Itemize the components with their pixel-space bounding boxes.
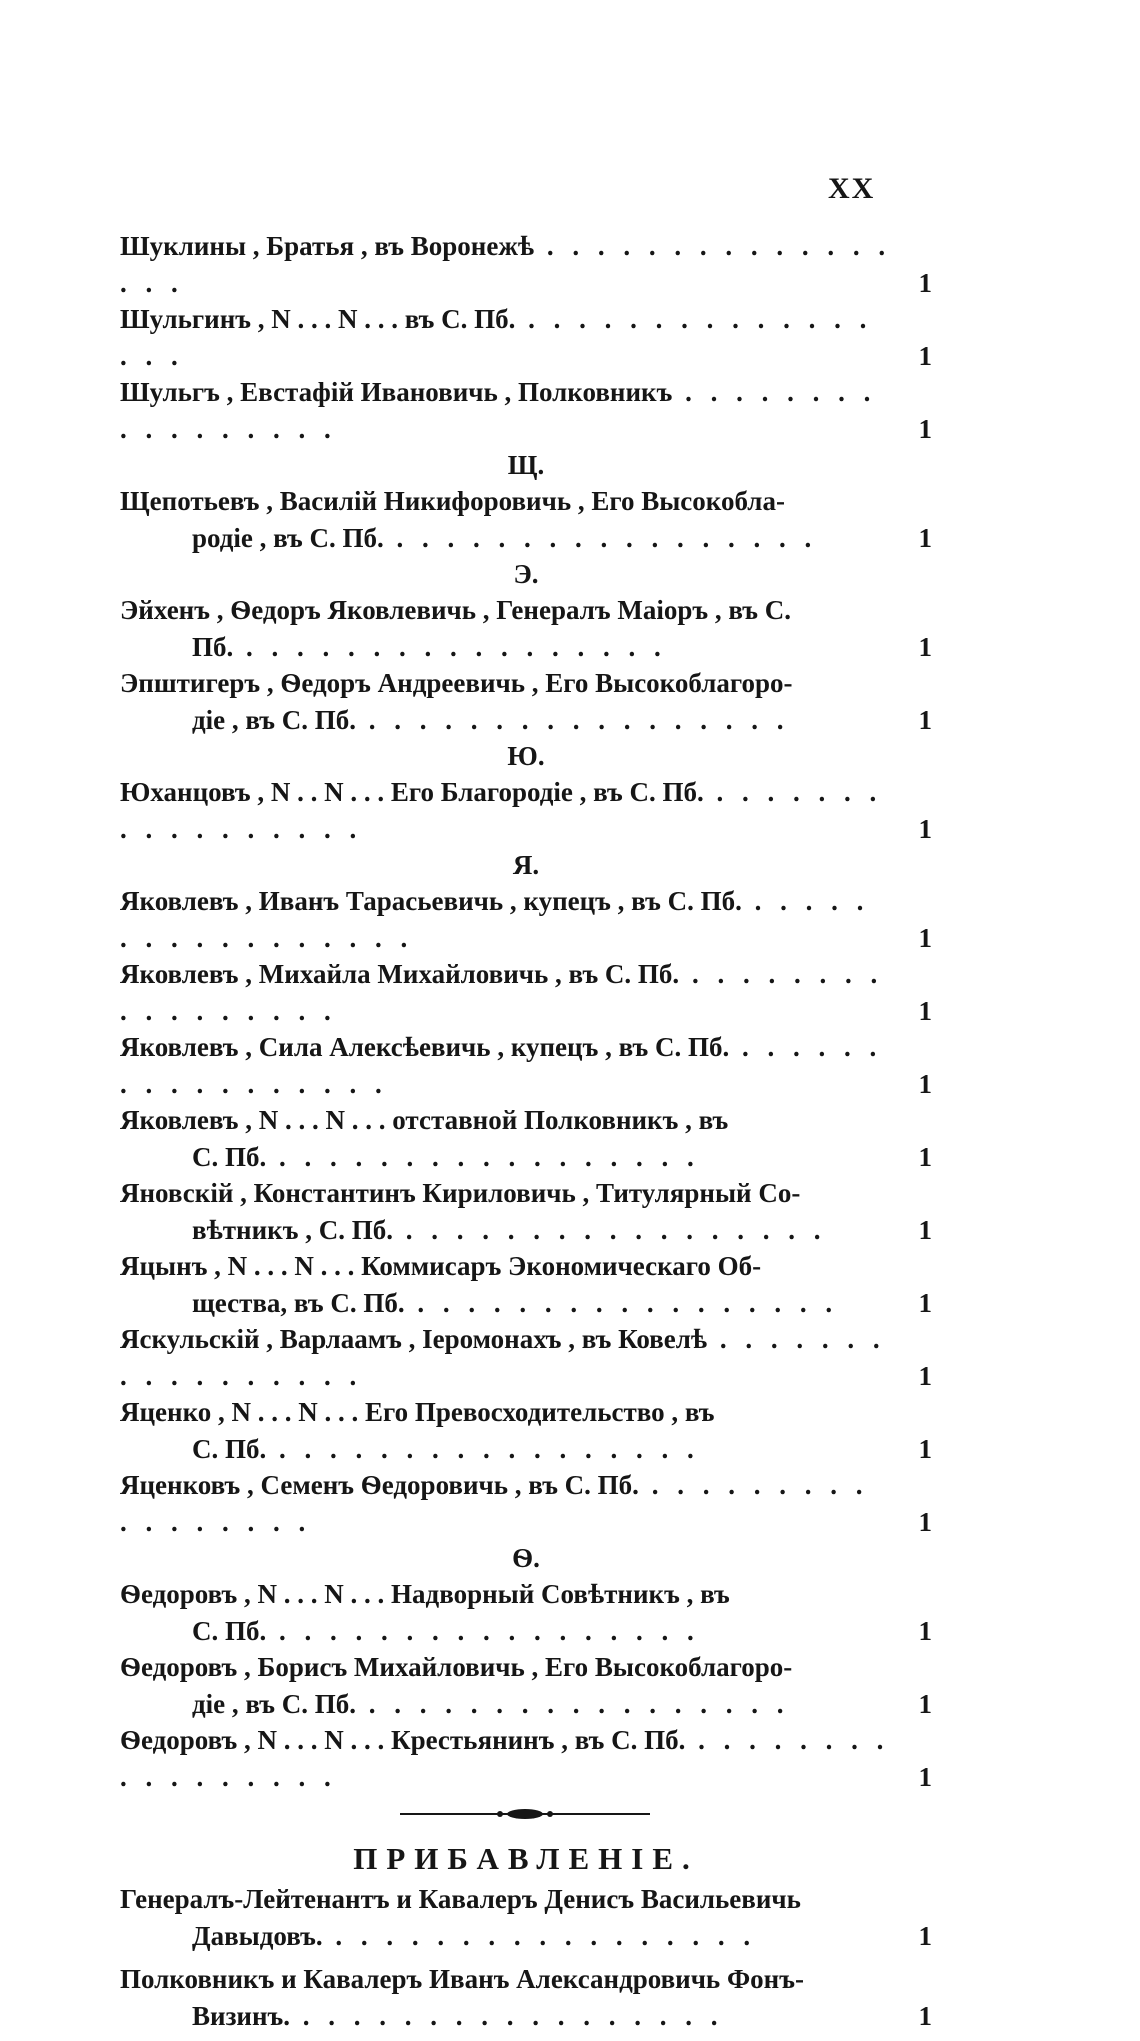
entry-quantity: 1 bbox=[918, 922, 932, 953]
entry-name: Яскульскій , Варлаамъ , Іеромонахъ , въ Ковелѣ . . . . . . . . . . . . . . . . . bbox=[120, 1324, 886, 1391]
entry-name: Генералъ-Лейтенантъ и Кавалеръ Денисъ Васильевичь bbox=[120, 1884, 801, 1914]
entry-quantity: 1 bbox=[918, 522, 932, 553]
entry-quantity: 1 bbox=[918, 704, 932, 735]
index-list bbox=[120, 228, 932, 2041]
entry-name: Эпштигеръ , Ѳедоръ Андреевичь , Его Высокоблагоро- bbox=[120, 668, 793, 698]
leader-dots: . . . . . . . . . . . . . . . . . bbox=[120, 231, 892, 298]
index-entry bbox=[120, 1248, 932, 1321]
entry-quantity: 1 bbox=[918, 413, 932, 444]
entry-quantity: 1 bbox=[918, 340, 932, 371]
entry-quantity: 1 bbox=[918, 1688, 932, 1719]
entry-quantity: 1 bbox=[918, 631, 932, 662]
letter-heading: Щ. bbox=[507, 450, 545, 480]
entry-name: Яковлевъ , N . . . N . . . отставной Полковникъ , въ bbox=[120, 1105, 729, 1135]
letter-heading: Ѳ. bbox=[512, 1543, 540, 1573]
index-entry bbox=[120, 956, 932, 1029]
entry-quantity: 1 bbox=[918, 1433, 932, 1464]
index-entry bbox=[120, 301, 932, 374]
leader-dots: . . . . . . . . . . . . . . . . . bbox=[383, 522, 818, 553]
leader-dots: . . . . . . . . . . . . . . . . . bbox=[120, 1725, 890, 1792]
letter-heading: Э. bbox=[513, 559, 539, 589]
index-entry bbox=[120, 1175, 932, 1248]
entry-continuation: С. Пб. . . . . . . . . . . . . . . . . . bbox=[192, 1141, 700, 1172]
entry-continuation: вѣтникъ , С. Пб. . . . . . . . . . . . . . . . . . bbox=[192, 1214, 827, 1245]
index-entry bbox=[120, 1961, 932, 2035]
leader-dots: . . . . . . . . . . . . . . . . . bbox=[120, 959, 884, 1026]
page-number: XX bbox=[828, 172, 876, 205]
entry-quantity: 1 bbox=[918, 1068, 932, 1099]
entry-quantity: 1 bbox=[918, 1921, 932, 1951]
index-entry bbox=[120, 1394, 932, 1467]
leader-dots: . . . . . . . . . . . . . . . . . bbox=[233, 631, 667, 662]
index-entry bbox=[120, 665, 932, 738]
index-entry bbox=[120, 592, 932, 665]
letter-heading: Я. bbox=[512, 850, 540, 880]
entry-continuation: Визинъ. . . . . . . . . . . . . . . . . . bbox=[192, 2001, 724, 2031]
index-entry bbox=[120, 1029, 932, 1102]
ornament-rule-icon bbox=[400, 1807, 650, 1821]
entry-quantity: 1 bbox=[918, 1360, 932, 1391]
entry-quantity: 1 bbox=[918, 1141, 932, 1172]
entry-quantity: 1 bbox=[918, 267, 932, 298]
entry-quantity: 1 bbox=[918, 2001, 932, 2031]
leader-dots: . . . . . . . . . . . . . . . . . bbox=[266, 1615, 700, 1646]
index-entry bbox=[120, 1722, 932, 1795]
entry-quantity: 1 bbox=[918, 1214, 932, 1245]
index-entry bbox=[120, 483, 932, 556]
entry-continuation: С. Пб. . . . . . . . . . . . . . . . . . bbox=[192, 1615, 700, 1646]
entry-quantity: 1 bbox=[918, 1761, 932, 1792]
index-entry bbox=[120, 774, 932, 847]
index-entry bbox=[120, 374, 932, 447]
entry-quantity: 1 bbox=[918, 1615, 932, 1646]
leader-dots: . . . . . . . . . . . . . . . . . bbox=[266, 1433, 700, 1464]
entry-continuation: Пб. . . . . . . . . . . . . . . . . . bbox=[192, 631, 667, 662]
entry-name: Шуклины , Братья , въ Воронежѣ . . . . . . . . . . . . . . . . . bbox=[120, 231, 892, 298]
leader-dots: . . . . . . . . . . . . . . . . . bbox=[120, 886, 870, 953]
leader-dots: . . . . . . . . . . . . . . . . . bbox=[322, 1921, 757, 1951]
entry-name: Юханцовъ , N . . N . . . Его Благородіе , въ С. Пб. . . . . . . . . . . . . . . . . . bbox=[120, 777, 883, 844]
entry-name: Яковлевъ , Михайла Михайловичь , въ С. Пб. . . . . . . . . . . . . . . . . . bbox=[120, 959, 884, 1026]
entry-name: Шульгинъ , N . . . N . . . въ С. Пб. . . . . . . . . . . . . . . . . . bbox=[120, 304, 873, 371]
index-entry bbox=[120, 1467, 932, 1540]
leader-dots: . . . . . . . . . . . . . . . . . bbox=[356, 1688, 790, 1719]
entry-quantity: 1 bbox=[918, 813, 932, 844]
index-entry bbox=[120, 1649, 932, 1722]
entry-name: Яценко , N . . . N . . . Его Превосходительство , въ bbox=[120, 1397, 715, 1427]
entry-quantity: 1 bbox=[918, 995, 932, 1026]
index-entry bbox=[120, 1321, 932, 1394]
entry-name: Яценковъ , Семенъ Ѳедоровичь , въ С. Пб. . . . . . . . . . . . . . . . . . bbox=[120, 1470, 869, 1537]
entry-name: Полковникъ и Кавалеръ Иванъ Александровичь Фонъ- bbox=[120, 1964, 804, 1994]
entry-quantity: 1 bbox=[918, 1506, 932, 1537]
entry-name: Яновскій , Константинъ Кириловичь , Титулярный Со- bbox=[120, 1178, 801, 1208]
entry-name: Щепотьевъ , Василій Никифоровичь , Его Высокобла- bbox=[120, 486, 785, 516]
entry-name: Шульгъ , Евстафій Ивановичь , Полковникъ . . . . . . . . . . . . . . . . . bbox=[120, 377, 877, 444]
addendum-title: ПРИБАВЛЕНІЕ. bbox=[353, 1841, 699, 1876]
leader-dots: . . . . . . . . . . . . . . . . . bbox=[120, 1032, 883, 1099]
entry-continuation: діе , въ С. Пб. . . . . . . . . . . . . . . . . . bbox=[192, 1688, 790, 1719]
index-entry bbox=[120, 1881, 932, 1955]
leader-dots: . . . . . . . . . . . . . . . . . bbox=[120, 1470, 869, 1537]
leader-dots: . . . . . . . . . . . . . . . . . bbox=[266, 1141, 700, 1172]
leader-dots: . . . . . . . . . . . . . . . . . bbox=[120, 777, 883, 844]
leader-dots: . . . . . . . . . . . . . . . . . bbox=[392, 1214, 827, 1245]
entry-name: Эйхенъ , Ѳедоръ Яковлевичь , Генералъ Маіоръ , въ С. bbox=[120, 595, 791, 625]
entry-continuation: С. Пб. . . . . . . . . . . . . . . . . . bbox=[192, 1433, 700, 1464]
leader-dots: . . . . . . . . . . . . . . . . . bbox=[120, 304, 873, 371]
entry-name: Яковлевъ , Иванъ Тарасьевичь , купецъ , въ С. Пб. . . . . . . . . . . . . . . . . . bbox=[120, 886, 870, 953]
entry-continuation: діе , въ С. Пб. . . . . . . . . . . . . . . . . . bbox=[192, 704, 790, 735]
entry-name: Яцынъ , N . . . N . . . Коммисаръ Экономическаго Об- bbox=[120, 1251, 762, 1281]
entry-quantity: 1 bbox=[918, 1287, 932, 1318]
entry-continuation: Давыдовъ. . . . . . . . . . . . . . . . . . bbox=[192, 1921, 757, 1951]
leader-dots: . . . . . . . . . . . . . . . . . bbox=[120, 377, 877, 444]
index-entry bbox=[120, 1102, 932, 1175]
section-divider bbox=[120, 1795, 932, 1835]
entry-continuation: родіе , въ С. Пб. . . . . . . . . . . . . . . . . . bbox=[192, 522, 818, 553]
entry-name: Ѳедоровъ , N . . . N . . . Крестьянинъ , въ С. Пб. . . . . . . . . . . . . . . . . . bbox=[120, 1725, 890, 1792]
leader-dots: . . . . . . . . . . . . . . . . . bbox=[356, 704, 790, 735]
leader-dots: . . . . . . . . . . . . . . . . . bbox=[120, 1324, 886, 1391]
index-entry bbox=[120, 1576, 932, 1649]
entry-name: Яковлевъ , Сила Алексѣевичь , купецъ , въ С. Пб. . . . . . . . . . . . . . . . . . bbox=[120, 1032, 883, 1099]
leader-dots: . . . . . . . . . . . . . . . . . bbox=[290, 2001, 724, 2031]
addendum-list bbox=[120, 1881, 932, 2035]
index-entry bbox=[120, 883, 932, 956]
leader-dots: . . . . . . . . . . . . . . . . . bbox=[404, 1287, 839, 1318]
letter-heading: Ю. bbox=[507, 741, 545, 771]
index-groups bbox=[120, 228, 932, 1795]
entry-name: Ѳедоровъ , Борисъ Михайловичь , Его Высокоблагоро- bbox=[120, 1652, 793, 1682]
entry-continuation: щества, въ С. Пб. . . . . . . . . . . . . . . . . . bbox=[192, 1287, 839, 1318]
index-entry bbox=[120, 228, 932, 301]
entry-name: Ѳедоровъ , N . . . N . . . Надворный Совѣтникъ , въ bbox=[120, 1579, 730, 1609]
